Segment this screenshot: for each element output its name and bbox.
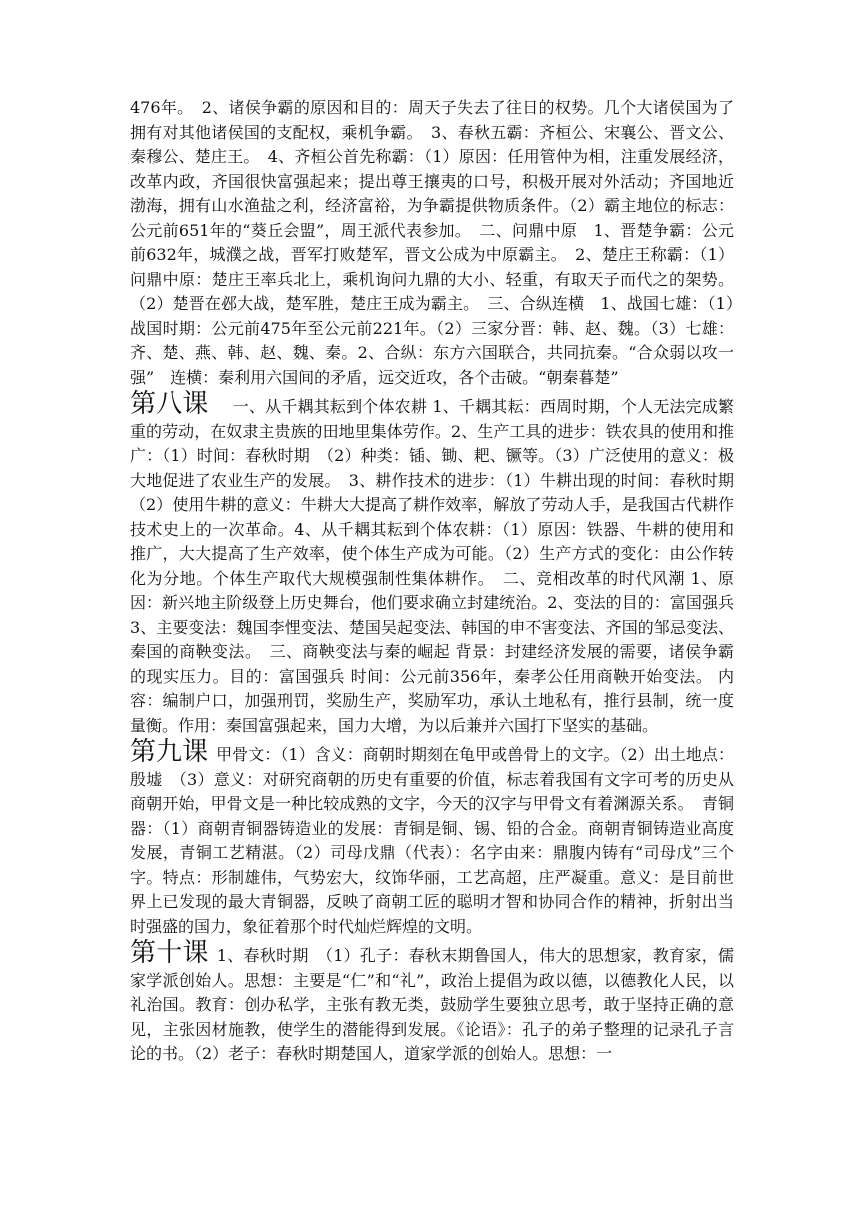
lesson-9-paragraph (130, 737, 734, 939)
lesson-8-paragraph (130, 389, 751, 738)
lesson-9-text: 甲骨文：（1）含义：商朝时期刻在龟甲或兽骨上的文字。（2）出土地点：殷墟 （3）意义：对研究商朝的历史有重要的价值，标志着我国有文字可考的历史从商朝开始，甲骨文是一种比较成熟的文字，今天的汉字与甲骨文有着渊源关系。 青铜器：（1）商朝青铜器铸造业的发展：青铜是铜、锡、铅的合金。商朝青铜铸造业高度发展，青铜工艺精湛。（2）司母戊鼎（代表）：名字由来：鼎腹内铸有“司母戊”三个字。特点：形制雄伟，气势宏大，纹饰华丽，工艺高超，庄严凝重。意义：是目前世界上已发现的最大青铜器，反映了商朝工匠的聪明才智和协同合作的精神，折射出当时强盛的国力，象征着那个时代灿烂辉煌的文明。 (130, 745, 734, 936)
lesson-9-title: 第九课 (130, 737, 209, 767)
intro-paragraph: 476年。 2、诸侯争霸的原因和目的：周天子失去了往日的权势。几个大诸侯国为了拥有对其他诸侯国的支配权，乘机争霸。 3、春秋五霸：齐桓公、宋襄公、晋文公、秦穆公、楚庄王。 4、齐桓公首先称霸：（1）原因：任用管仲为相，注重发展经济，改革内政，齐国很快富强起来；提出尊王攘夷的口号，积极开展对外活动；齐国地近渤海，拥有山水渔盐之利，经济富裕，为争霸提供物质条件。（2）霸主地位的标志：公元前651年的“葵丘会盟”，周王派代表参加。 二、问鼎中原 1、晋楚争霸：公元前632年，城濮之战，晋军打败楚军，晋文公成为中原霸主。 2、楚庄王称霸：（1）问鼎中原：楚庄王率兵北上，乘机询问九鼎的大小、轻重，有取天子而代之的架势。（2）楚晋在邲大战，楚军胜，楚庄王成为霸主。 三、合纵连横 1、战国七雄：（1）战国时期：公元前475年至公元前221年。（2）三家分晋：韩、赵、魏。（3）七雄：齐、楚、燕、韩、赵、魏、秦。2、合纵：东方六国联合，共同抗秦。“合众弱以攻一强” 连横：秦利用六国间的矛盾，远交近攻，各个击破。“朝秦暮楚” (130, 98, 734, 387)
lesson-10-paragraph (130, 938, 734, 1067)
lesson-10-title: 第十课 (130, 938, 209, 968)
lesson-10-text: 1、春秋时期 （1）孔子：春秋末期鲁国人，伟大的思想家，教育家，儒家学派创始人。思想：主要是“仁”和“礼”，政治上提倡为政以德，以德教化人民，以礼治国。教育：创办私学，主张有教无类，鼓励学生要独立思考，敢于坚持正确的意见，主张因材施教，使学生的潜能得到发展。《论语》：孔子的弟子整理的记录孔子言论的书。（2）老子：春秋时期楚国人，道家学派的创始人。思想：一 (130, 946, 734, 1063)
lesson-8-text: 一、从千耦其耘到个体农耕 1、千耦其耘：西周时期，个人无法完成繁重的劳动，在奴隶主贵族的田地里集体劳作。2、生产工具的进步：铁农具的使用和推广：（1）时间：春秋时期 （2）种类：锸、锄、耙、镢等。（3）广泛使用的意义：极大地促进了农业生产的发展。 3、耕作技术的进步：（1）牛耕出现的时间：春秋时期 （2）使用牛耕的意义：牛耕大大提高了耕作效率，解放了劳动人手，是我国古代耕作技术史上的一次革命。4、从千耦其耘到个体农耕：（1）原因：铁器、牛耕的使用和推广，大大提高了生产效率，使个体生产成为可能。（2）生产方式的变化：由公作转化为分地。个体生产取代大规模强制性集体耕作。 二、竞相改革的时代风潮 1、原因：新兴地主阶级登上历史舞台，他们要求确立封建统治。2、变法的目的：富国强兵 3、主要变法：魏国李悝变法、楚国吴起变法、韩国的申不害变法、齐国的邹忌变法、秦国的商鞅变法。 三、商鞅变法与秦的崛起 背景：封建经济发展的需要，诸侯争霸的现实压力。目的：富国强兵 时间：公元前356年，秦孝公任用商鞅开始变法。 内容：编制户口，加强刑罚，奖励生产，奖励军功，承认土地私有，推行县制，统一度量衡。作用：秦国富强起来，国力大增，为以后兼并六国打下坚实的基础。 (130, 397, 751, 735)
lesson-8-title: 第八课 (130, 389, 209, 419)
document-page (130, 96, 751, 1067)
